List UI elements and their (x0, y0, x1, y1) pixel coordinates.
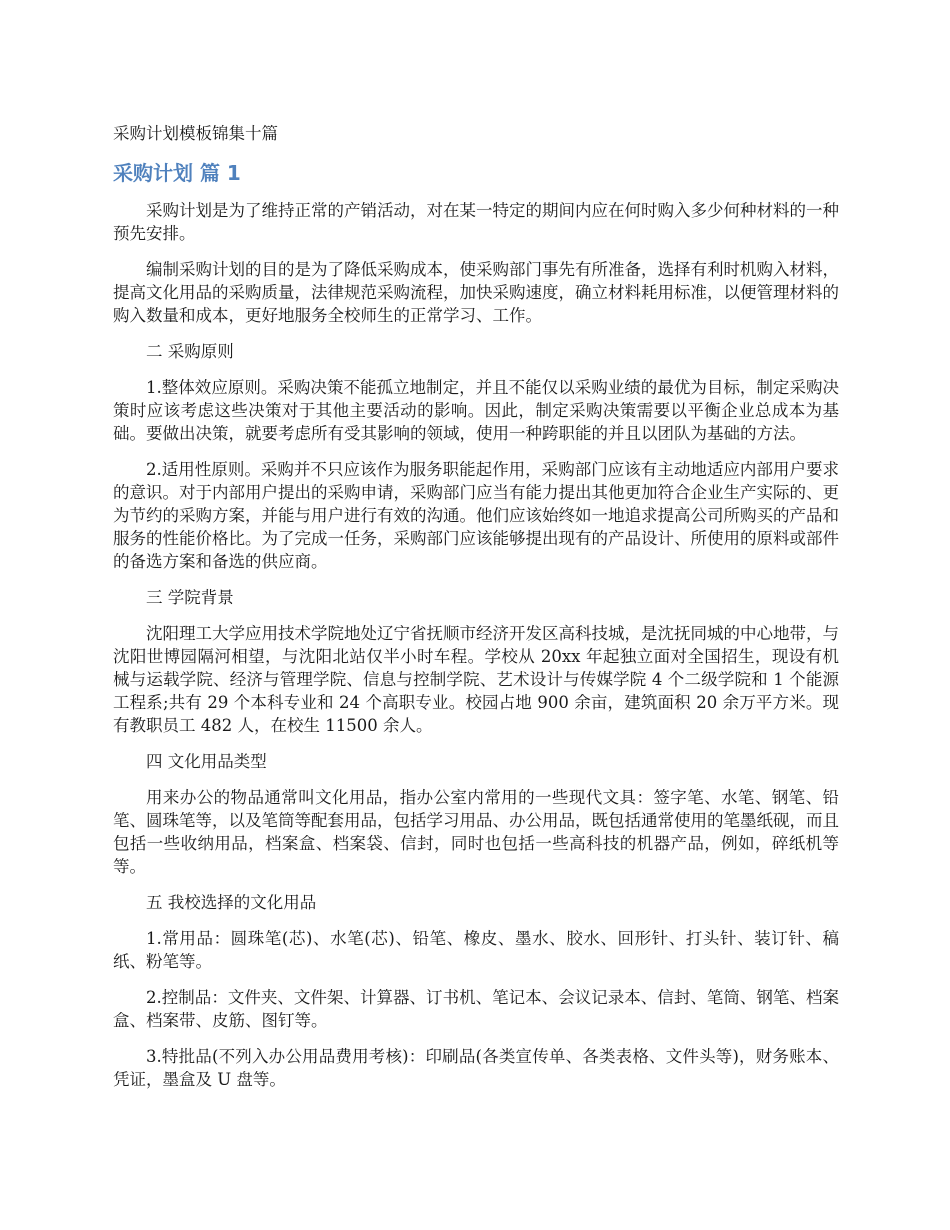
subsection-heading: 二 采购原则 (146, 342, 234, 361)
paragraph: 编制采购计划的目的是为了降低采购成本，使采购部门事先有所准备，选择有利时机购入材料，提高文化用品的采购质量，法律规范采购流程，加快采购速度，确立材料耗用标准，以便管理材料的购入数量和成本，更好地服务全校师生的正常学习、工作。 (113, 260, 839, 325)
document-title: 采购计划模板锦集十篇 (113, 124, 278, 143)
paragraph: 3.特批品(不列入办公用品费用考核)：印刷品(各类宣传单、各类表格、文件头等)，财务账本、凭证，墨盒及 U 盘等。 (113, 1047, 839, 1089)
document-content (113, 122, 839, 1104)
paragraph: 1.常用品：圆珠笔(芯)、水笔(芯)、铅笔、橡皮、墨水、胶水、回形针、打头针、装订针、稿纸、粉笔等。 (113, 929, 839, 971)
paragraph: 用来办公的物品通常叫文化用品，指办公室内常用的一些现代文具：签字笔、水笔、钢笔、铅笔、圆珠笔等，以及笔筒等配套用品，包括学习用品、办公用品，既包括通常使用的笔墨纸砚，而且包括一些收纳用品，档案盒、档案袋、信封，同时也包括一些高科技的机器产品，例如，碎纸机等等。 (113, 788, 839, 876)
section-heading: 采购计划 篇 1 (113, 161, 241, 185)
paragraph: 沈阳理工大学应用技术学院地处辽宁省抚顺市经济开发区高科技城，是沈抚同城的中心地带，与沈阳世博园隔河相望，与沈阳北站仅半小时车程。学校从 20xx 年起独立面对全国招生，现设有机械与运载学院、经济与管理学院、信息与控制学院、艺术设计与传媒学院 4 个二级学院和 1 个能源工程系;共有 29 个本科专业和 24 个高职专业。校园占地 900 余亩，建筑面积 20 余万平方米。现有教职员工 482 人，在校生 11500 余人。 (113, 624, 839, 735)
paragraph: 采购计划是为了维持正常的产销活动，对在某一特定的期间内应在何时购入多少何种材料的一种预先安排。 (113, 201, 839, 243)
subsection-heading: 五 我校选择的文化用品 (146, 893, 317, 912)
subsection-heading: 三 学院背景 (146, 588, 234, 607)
paragraph: 1.整体效应原则。采购决策不能孤立地制定，并且不能仅以采购业绩的最优为目标，制定采购决策时应该考虑这些决策对于其他主要活动的影响。因此，制定采购决策需要以平衡企业总成本为基础。要做出决策，就要考虑所有受其影响的领域，使用一种跨职能的并且以团队为基础的方法。 (113, 378, 839, 443)
paragraph: 2.适用性原则。采购并不只应该作为服务职能起作用，采购部门应该有主动地适应内部用户要求的意识。对于内部用户提出的采购申请，采购部门应当有能力提出其他更加符合企业生产实际的、更为节约的采购方案，并能与用户进行有效的沟通。他们应该始终如一地追求提高公司所购买的产品和服务的性能价格比。为了完成一任务，采购部门应该能够提出现有的产品设计、所使用的原料或部件的备选方案和备选的供应商。 (113, 460, 839, 571)
paragraph: 2.控制品：文件夹、文件架、计算器、订书机、笔记本、会议记录本、信封、笔筒、钢笔、档案盒、档案带、皮筋、图钉等。 (113, 988, 839, 1030)
subsection-heading: 四 文化用品类型 (146, 752, 267, 771)
